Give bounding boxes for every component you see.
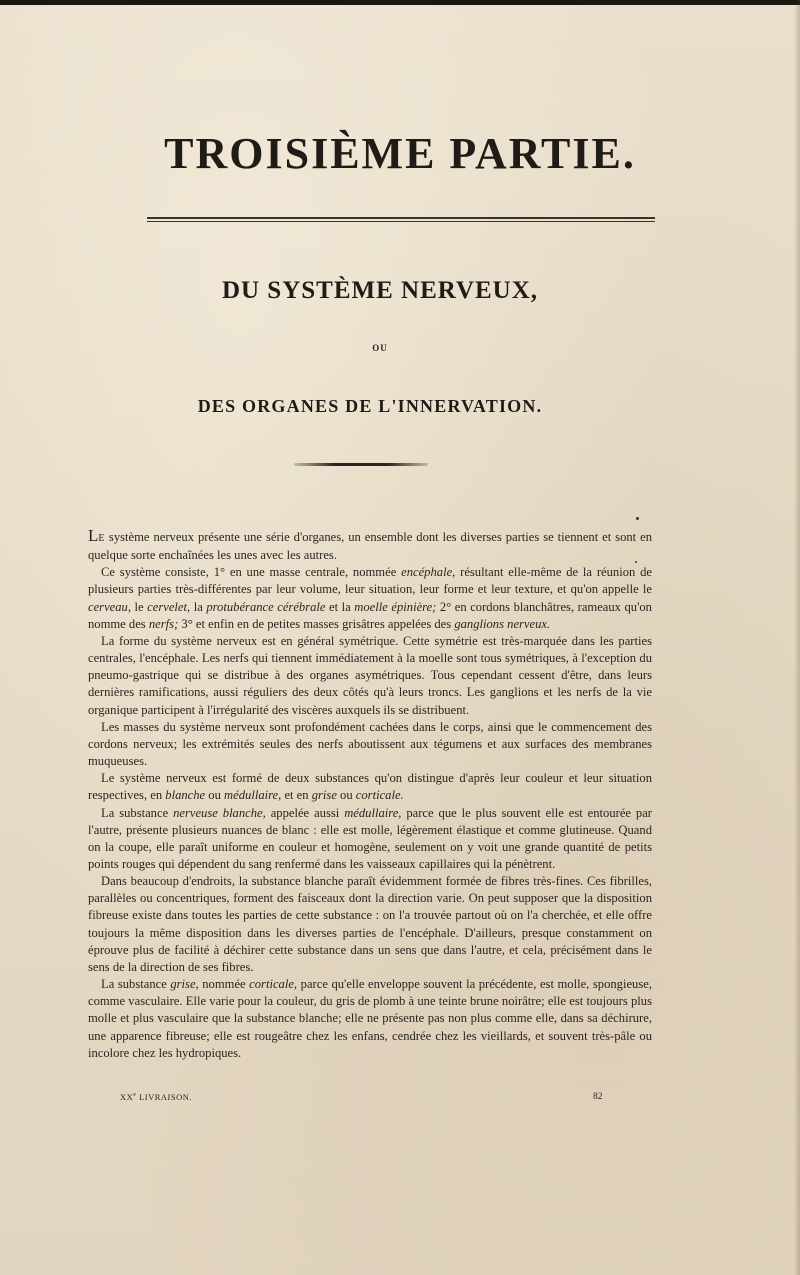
italic-term: corticale. xyxy=(355,788,404,803)
italic-term: blanche xyxy=(165,788,206,803)
italic-term: cerveau, xyxy=(88,599,132,614)
paragraph xyxy=(88,527,652,564)
paragraph xyxy=(88,564,652,633)
scan-top-edge xyxy=(0,0,800,5)
signature-mark xyxy=(120,1092,192,1102)
signature-superscript: e xyxy=(133,1092,137,1099)
italic-term: nerfs; xyxy=(148,616,179,631)
text-run: ou xyxy=(336,788,356,803)
paragraph xyxy=(88,633,652,719)
text-run: ou xyxy=(205,788,225,803)
text-run: système nerveux présente une série d'organes, un ensemble dont les diverses parties se tiennent et sont en quelque sorte enchaînées les unes avec les autres. xyxy=(88,530,652,563)
italic-term: corticale, xyxy=(249,977,298,992)
title-double-rule xyxy=(147,217,655,222)
text-run: Les masses du système nerveux sont profondément cachées dans le corps, ainsi que le commencement des cordons nerveux; les extrémités seules des nerfs aboutissent aux tégumens et aux surfaces des membranes muqueuses. xyxy=(88,719,652,769)
italic-term: moelle épinière; xyxy=(354,599,437,614)
signature-livraison: LIVRAISON. xyxy=(139,1092,193,1102)
page-edge-shadow xyxy=(794,0,800,1275)
text-run: parce que le plus souvent elle est entourée par l'autre, présente plusieurs nuances de blanc : elle est molle, légèrement élastique et comme glutineuse. Quand on la coupe, elle paraît uniforme en couleur et homogène, seulement on y voit une grande quantité de petits points rouges qui dépendent du sang renfermé dans les vaisseaux capillaires qui la pénètrent. xyxy=(88,805,653,871)
italic-term: encéphale, xyxy=(401,565,456,580)
text-run: la xyxy=(190,599,207,614)
ink-speck xyxy=(635,561,637,563)
text-run: le xyxy=(131,599,148,614)
text-run: Dans beaucoup d'endroits, la substance blanche paraît évidemment formée de fibres très-fines. Ces fibrilles, parallèles ou concentriques, forment des faisceaux dont la direction varie. On peut supposer que la disposition fibreuse existe dans toutes les parties de cette substance : on l'a trouvée partout où on l'a cherchée, et elle offre toujours la même disposition dans les diverses parties de l'encéphale. D'ailleurs, presque constamment on éprouve plus de facilité à déchirer cette substance dans un sens que dans l'autre, et cela, précisément dans le sens de la direction de ses fibres. xyxy=(88,874,652,974)
italic-term: ganglions nerveux. xyxy=(454,616,551,631)
ornamental-rule xyxy=(294,463,428,466)
drop-capital-rest: E xyxy=(98,533,105,544)
text-run: La substance xyxy=(101,977,171,992)
paragraph xyxy=(88,976,652,1062)
italic-term: protubérance cérébrale xyxy=(206,599,326,614)
text-run: La forme du système nerveux est en général symétrique. Cette symétrie est très-marquée dans les parties centrales, l'encéphale. Les nerfs qui tiennent immédiatement à la moelle sont tous symétriques, à l'exception du pneumo-gastrique qui se distribue à des organes asymétriques. Tous cependant cessent d'être, dans leurs dernières ramifications, aussi réguliers des deux côtés qu'à leurs troncs. Les ganglions et les nerfs de la vie organique participent à l'irrégularité des viscères auxquels ils se distribuent. xyxy=(88,633,652,717)
text-run: nommée xyxy=(198,977,250,992)
section-subtitle: DES ORGANES DE L'INNERVATION. xyxy=(197,396,543,416)
italic-term: médullaire, xyxy=(344,805,402,820)
paragraph xyxy=(88,873,652,976)
page-number: 82 xyxy=(593,1092,603,1102)
text-run: 3° et enfin en de petites masses grisâtres appelées des xyxy=(178,616,455,631)
text-run: appelée aussi xyxy=(265,805,345,820)
italic-term: grise xyxy=(311,788,337,803)
body-text xyxy=(88,527,652,1062)
italic-term: cervelet, xyxy=(147,599,191,614)
italic-term: grise, xyxy=(170,977,199,992)
text-run: La substance xyxy=(101,805,174,820)
italic-term: nerveuse blanche, xyxy=(173,805,266,820)
paragraph xyxy=(88,770,652,804)
text-run: Ce système consiste, 1° en une masse centrale, nommée xyxy=(101,565,402,580)
signature-number: XX xyxy=(120,1092,134,1102)
text-run: et la xyxy=(325,599,355,614)
text-run: 2° en cordons blanchâtres, rameaux qu'on nomme des xyxy=(88,599,652,631)
ink-speck xyxy=(636,517,639,520)
paragraph xyxy=(88,805,652,874)
text-run: Le système nerveux est formé de deux substances qu'on distingue d'après leur couleur et leur situation respectives, en xyxy=(88,771,652,803)
text-run: parce qu'elle enveloppe souvent la précédente, est molle, spongieuse, comme vasculaire. Elle varie pour la couleur, du gris de plomb à une teinte brune noirâtre; elle est toujours plus molle et plus vasculaire que la substance blanche; elle ne présente pas non plus comme elle, dans sa déchirure, une apparence fibreuse; elle est rougeâtre chez les enfans, cendrée chez les vieillards, et souvent très-pâle ou incolore chez les hydropiques. xyxy=(88,977,652,1060)
part-title: TROISIÈME PARTIE. xyxy=(164,129,636,178)
text-run: et en xyxy=(281,788,312,803)
paragraph xyxy=(88,719,652,770)
text-run: résultant elle-même de la réunion de plusieurs parties très-différentes par leur volume, leur situation, leur forme et leur texture, et qu'on appelle le xyxy=(88,565,652,597)
italic-term: médullaire, xyxy=(224,788,282,803)
connector-word: OU xyxy=(372,343,388,353)
section-title: DU SYSTÈME NERVEUX, xyxy=(221,277,539,304)
drop-capital: L xyxy=(88,526,99,545)
